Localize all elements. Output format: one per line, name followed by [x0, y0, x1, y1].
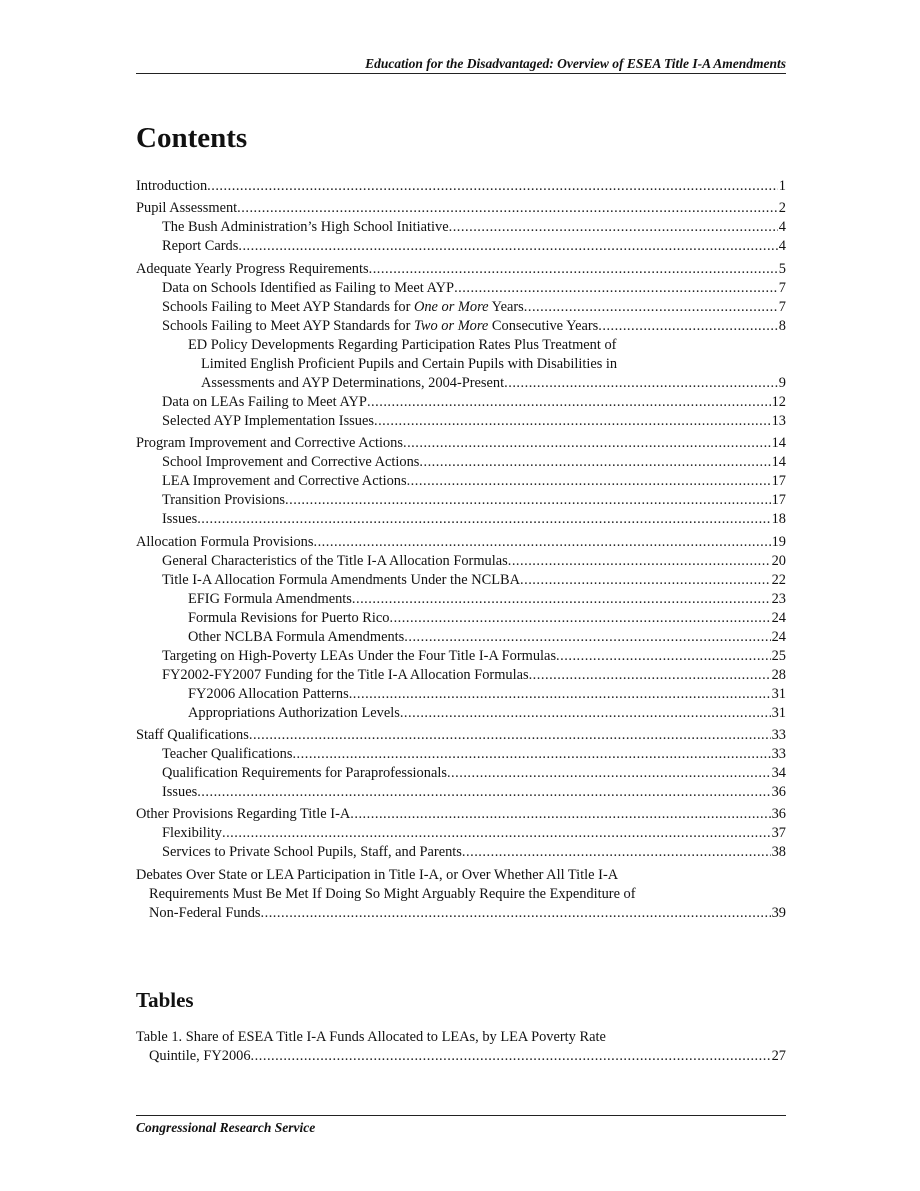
toc-entry[interactable] [136, 590, 786, 609]
list-of-tables [136, 1028, 786, 1066]
toc-entry[interactable] [136, 412, 786, 431]
page-number: 25 [771, 647, 786, 664]
toc-entry-title: Allocation Formula Provisions [136, 533, 314, 550]
page-number: 7 [778, 298, 786, 315]
toc-entry-title: Schools Failing to Meet AYP Standards for Two or More Consecutive Years [162, 317, 599, 334]
toc-entry-title: School Improvement and Corrective Actions [162, 454, 420, 471]
dot-leader [367, 393, 771, 412]
page-number: 19 [771, 533, 786, 550]
toc-entry[interactable] [136, 199, 786, 218]
toc-entry-title: Title I-A Allocation Formula Amendments Under the NCLBA [162, 571, 521, 588]
toc-entry[interactable] [136, 843, 786, 862]
toc-entry[interactable] [136, 704, 786, 723]
toc-entry[interactable] [136, 571, 786, 590]
tables-heading: Tables [136, 988, 194, 1012]
page-number: 5 [778, 260, 786, 277]
dot-leader [251, 1047, 771, 1066]
running-header: Education for the Disadvantaged: Overview of ESEA Title I-A Amendments [365, 56, 786, 71]
dot-leader [407, 472, 771, 491]
toc-entry[interactable] [136, 491, 786, 510]
dot-leader [261, 904, 771, 923]
toc-entry[interactable] [136, 510, 786, 529]
toc-entry-title: Adequate Yearly Progress Requirements [136, 260, 369, 277]
toc-entry[interactable] [136, 472, 786, 491]
dot-leader [598, 317, 778, 336]
contents-heading: Contents [136, 122, 248, 154]
dot-leader [529, 666, 771, 685]
toc-entry[interactable] [136, 336, 786, 393]
dot-leader [238, 237, 777, 256]
toc-entry-title: The Bush Administration’s High School Initiative [162, 219, 449, 236]
toc-entry[interactable] [136, 783, 786, 802]
dot-leader [350, 805, 770, 824]
page-number: 9 [778, 374, 786, 391]
toc-entry-title: FY2006 Allocation Patterns [188, 685, 349, 702]
page-number: 7 [778, 279, 786, 296]
dot-leader [449, 218, 778, 237]
page-number: 24 [771, 628, 786, 645]
toc-entry-title: Other NCLBA Formula Amendments [188, 628, 405, 645]
page-number: 31 [771, 704, 786, 721]
page-number: 2 [778, 200, 786, 217]
toc-entry-title: EFIG Formula Amendments [188, 590, 352, 607]
page-number: 17 [771, 473, 786, 490]
toc-entry[interactable] [136, 764, 786, 783]
table-of-contents [136, 177, 786, 923]
toc-entry-title: Staff Qualifications [136, 726, 249, 743]
toc-entry-title: FY2002-FY2007 Funding for the Title I-A Allocation Formulas [162, 666, 529, 683]
dot-leader [313, 533, 770, 552]
toc-entry-title: Transition Provisions [162, 492, 286, 509]
toc-entry-title: Assessments and AYP Determinations, 2004-Present [201, 374, 505, 391]
toc-entry-title: Issues [162, 511, 198, 528]
running-footer: Congressional Research Service [136, 1120, 316, 1135]
page-number: 27 [771, 1048, 786, 1064]
toc-entry-title: Formula Revisions for Puerto Rico [188, 609, 390, 626]
footer-rule [136, 1115, 786, 1116]
toc-entry-title-line: Limited English Proficient Pupils and Certain Pupils with Disabilities in [201, 355, 618, 372]
dot-leader [447, 764, 771, 783]
toc-entry[interactable] [136, 685, 786, 704]
toc-entry[interactable] [136, 260, 786, 279]
toc-entry[interactable] [136, 237, 786, 256]
dot-leader [249, 726, 771, 745]
page-number: 20 [771, 552, 786, 569]
page-number: 12 [771, 393, 786, 410]
dot-leader [285, 491, 771, 510]
toc-entry-title: Non-Federal Funds [149, 904, 261, 921]
dot-leader [374, 412, 771, 431]
dot-leader [504, 374, 778, 393]
toc-entry[interactable] [136, 533, 786, 552]
toc-entry-title: Selected AYP Implementation Issues [162, 412, 374, 429]
toc-entry[interactable] [136, 279, 786, 298]
dot-leader [369, 260, 778, 279]
toc-entry[interactable] [136, 317, 786, 336]
toc-entry[interactable] [136, 805, 786, 824]
toc-entry-title-line: Table 1. Share of ESEA Title I-A Funds Allocated to LEAs, by LEA Poverty Rate [136, 1029, 606, 1045]
toc-entry-title: Services to Private School Pupils, Staff, and Parents [162, 844, 462, 861]
toc-entry-title: General Characteristics of the Title I-A Allocation Formulas [162, 552, 508, 569]
dot-leader [419, 453, 770, 472]
toc-entry[interactable] [136, 298, 786, 317]
dot-leader [237, 199, 778, 218]
page-number: 31 [771, 685, 786, 702]
dot-leader [352, 590, 771, 609]
dot-leader [222, 824, 771, 843]
dot-leader [400, 704, 771, 723]
dot-leader [454, 279, 778, 298]
toc-entry[interactable] [136, 609, 786, 628]
page-number: 33 [771, 726, 786, 743]
toc-entry[interactable] [136, 866, 786, 923]
toc-entry[interactable] [136, 552, 786, 571]
toc-entry-title: Flexibility [162, 825, 222, 842]
toc-entry[interactable] [136, 393, 786, 412]
page-number: 34 [771, 764, 786, 781]
dot-leader [292, 745, 770, 764]
toc-entry[interactable] [136, 628, 786, 647]
toc-entry-title: Quintile, FY2006 [149, 1048, 251, 1064]
dot-leader [389, 609, 770, 628]
toc-entry[interactable] [136, 453, 786, 472]
dot-leader [197, 510, 770, 529]
toc-entry-title: Program Improvement and Corrective Actions [136, 435, 403, 452]
toc-entry[interactable] [136, 647, 786, 666]
toc-entry-title-line: Debates Over State or LEA Participation in Title I-A, or Over Whether All Title I-A [136, 866, 619, 883]
page-number: 24 [771, 609, 786, 626]
page-number: 1 [778, 178, 786, 194]
toc-entry-title: Data on LEAs Failing to Meet AYP [162, 393, 367, 410]
dot-leader [524, 298, 778, 317]
toc-entry-title-line: ED Policy Developments Regarding Participation Rates Plus Treatment of [188, 336, 617, 353]
dot-leader [462, 843, 771, 862]
toc-entry-title: Introduction [136, 178, 208, 194]
page-number: 28 [771, 666, 786, 683]
dot-leader [197, 783, 770, 802]
toc-entry-title: Targeting on High-Poverty LEAs Under the Four Title I-A Formulas [162, 647, 557, 664]
toc-entry[interactable] [136, 824, 786, 843]
toc-entry-title: LEA Improvement and Corrective Actions [162, 473, 407, 490]
toc-entry-title: Other Provisions Regarding Title I-A [136, 806, 351, 823]
toc-entry-title: Teacher Qualifications [162, 745, 293, 762]
toc-entry-title: Issues [162, 783, 198, 800]
page-number: 4 [778, 238, 786, 255]
page-number: 18 [771, 511, 786, 528]
page-number: 37 [771, 825, 786, 842]
toc-entry[interactable] [136, 1028, 786, 1066]
toc-entry[interactable] [136, 726, 786, 745]
toc-entry-title: Pupil Assessment [136, 200, 238, 217]
page-number: 17 [771, 492, 786, 509]
toc-entry[interactable] [136, 434, 786, 453]
page-number: 23 [771, 590, 786, 607]
page-number: 39 [771, 904, 786, 921]
dot-leader [403, 434, 771, 453]
toc-entry-title: Report Cards [162, 238, 239, 255]
page-number: 36 [771, 806, 786, 823]
page-number: 38 [771, 844, 786, 861]
toc-entry-title-line: Requirements Must Be Met If Doing So Might Arguably Require the Expenditure of [149, 885, 636, 902]
dot-leader [520, 571, 771, 590]
page-number: 4 [778, 219, 786, 236]
toc-entry-title: Data on Schools Identified as Failing to Meet AYP [162, 279, 455, 296]
toc-entry[interactable] [136, 745, 786, 764]
toc-entry-title: Qualification Requirements for Paraprofessionals [162, 764, 447, 781]
toc-entry[interactable] [136, 666, 786, 685]
page-number: 14 [771, 435, 786, 452]
page-number: 14 [771, 454, 786, 471]
dot-leader [508, 552, 771, 571]
page-number: 33 [771, 745, 786, 762]
toc-entry[interactable] [136, 177, 786, 196]
dot-leader [404, 628, 770, 647]
dot-leader [556, 647, 771, 666]
toc-entry-title: Schools Failing to Meet AYP Standards for One or More Years [162, 298, 524, 315]
toc-entry-title: Appropriations Authorization Levels [188, 704, 400, 721]
toc-entry[interactable] [136, 218, 786, 237]
dot-leader [349, 685, 771, 704]
page-number: 13 [771, 412, 786, 429]
page-number: 8 [778, 317, 786, 334]
page-number: 22 [771, 571, 786, 588]
header-rule [136, 73, 786, 74]
dot-leader [207, 177, 778, 196]
page-number: 36 [771, 783, 786, 800]
